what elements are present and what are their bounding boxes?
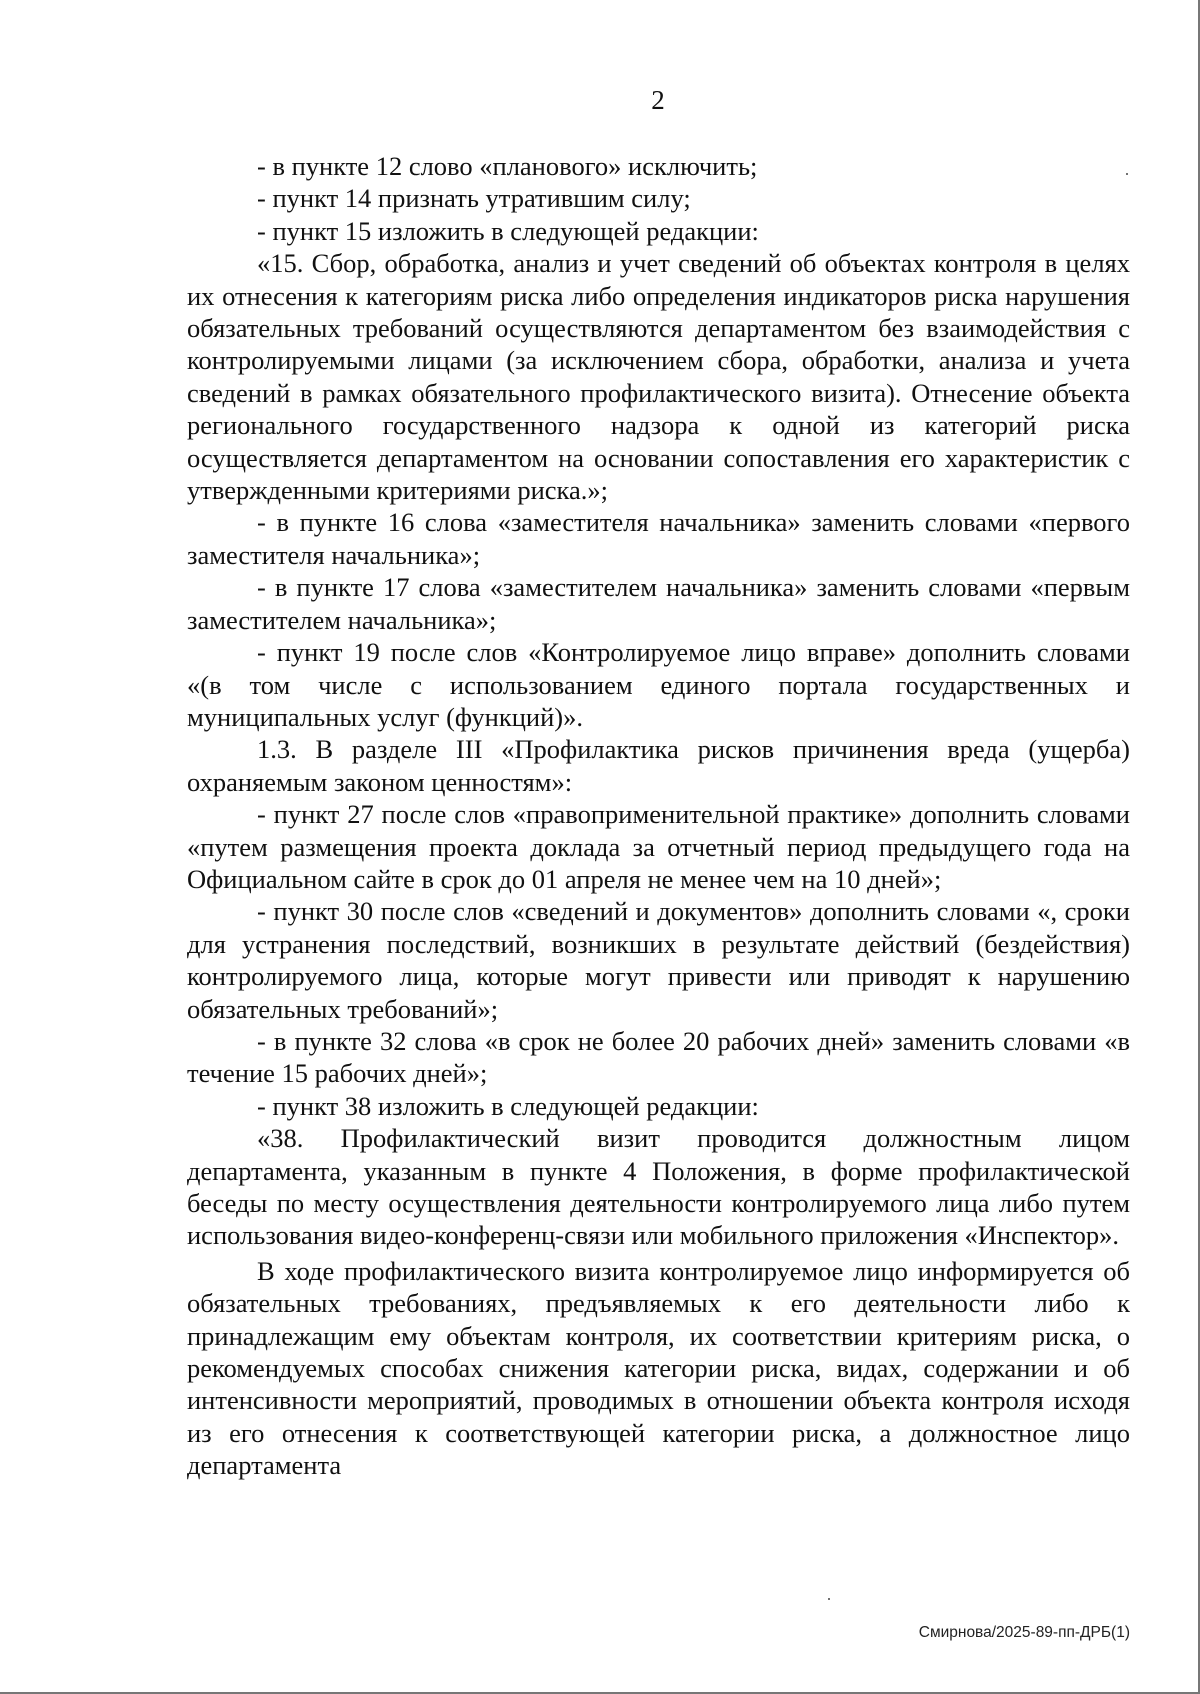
paragraph-item-14: - пункт 14 признать утратившим силу;: [257, 183, 691, 214]
page-number: 2: [651, 85, 665, 115]
scan-speck: [1126, 173, 1128, 175]
paragraph-visit-details: В ходе профилактического визита контролируемое лицо информируется об обязательных требованиях, предъявляемых к его деятельности либо к принадлежащим ему объектам контроля, их соответствии критериям риска, о рекомендуемых способах снижения категории риска, видах, содержании и об интенсивности мероприятий, проводимых в отношении объекта контроля исходя из его отнесения к соответствующей категории риска, а должностное лицо департамента: [187, 1255, 1130, 1481]
paragraph-item-15-text: «15. Сбор, обработка, анализ и учет сведений об объектах контроля в целях их отнесения к категориям риска либо определения индикаторов риска нарушения обязательных требований осуществляются департаментом без взаимодействия с контролируемыми лицами (за исключением сбора, обработки, анализа и учета сведений в рамках обязательного профилактического визита). Отнесение объекта регионального государственного надзора к одной из категорий риска осуществляется департаментом на основании сопоставления его характеристик с утвержденными критериями риска.»;: [187, 248, 1130, 506]
paragraph-item-32: - в пункте 32 слова «в срок не более 20 рабочих дней» заменить словами «в течение 15 рабочих дней»;: [187, 1025, 1130, 1089]
document-body: [187, 150, 1130, 1482]
paragraph-item-19: - пункт 19 после слов «Контролируемое лицо вправе» дополнить словами «(в том числе с использованием единого портала государственных и муниципальных услуг (функций)».: [187, 637, 1130, 732]
paragraph-item-12: - в пункте 12 слово «планового» исключить;: [257, 151, 758, 181]
paragraph-item-30: - пункт 30 после слов «сведений и документов» дополнить словами «, сроки для устранения последствий, возникших в результате действий (бездействия) контролируемого лица, которые могут привести или приводят к нарушению обязательных требований»;: [187, 896, 1130, 1024]
scan-speck: [828, 1598, 830, 1600]
paragraph-item-38-intro: - пункт 38 изложить в следующей редакции:: [257, 1090, 759, 1121]
document-stamp: Смирнова/2025-89-пп-ДРБ(1): [918, 1624, 1130, 1641]
paragraph-item-27: - пункт 27 после слов «правоприменительной практике» дополнить словами «путем размещения проекта доклада за отчетный период предыдущего года на Официальном сайте в срок до 01 апреля не менее чем на 10 дней»;: [187, 799, 1130, 894]
paragraph-item-38-text: «38. Профилактический визит проводится должностным лицом департамента, указанным в пункте 4 Положения, в форме профилактической беседы по месту осуществления деятельности контролируемого лица либо путем использования видео-конференц-связи или мобильного приложения «Инспектор».: [187, 1123, 1130, 1251]
paragraph-item-17: - в пункте 17 слова «заместителем начальника» заменить словами «первым заместителем начальника»;: [187, 572, 1130, 635]
paragraph-item-16: - в пункте 16 слова «заместителя начальника» заменить словами «первого заместителя начальника»;: [187, 507, 1130, 570]
paragraph-item-15-intro: - пункт 15 изложить в следующей редакции:: [257, 215, 759, 246]
paragraph-section-1-3: 1.3. В разделе III «Профилактика рисков причинения вреда (ущерба) охраняемым законом ценностям»:: [187, 734, 1130, 797]
